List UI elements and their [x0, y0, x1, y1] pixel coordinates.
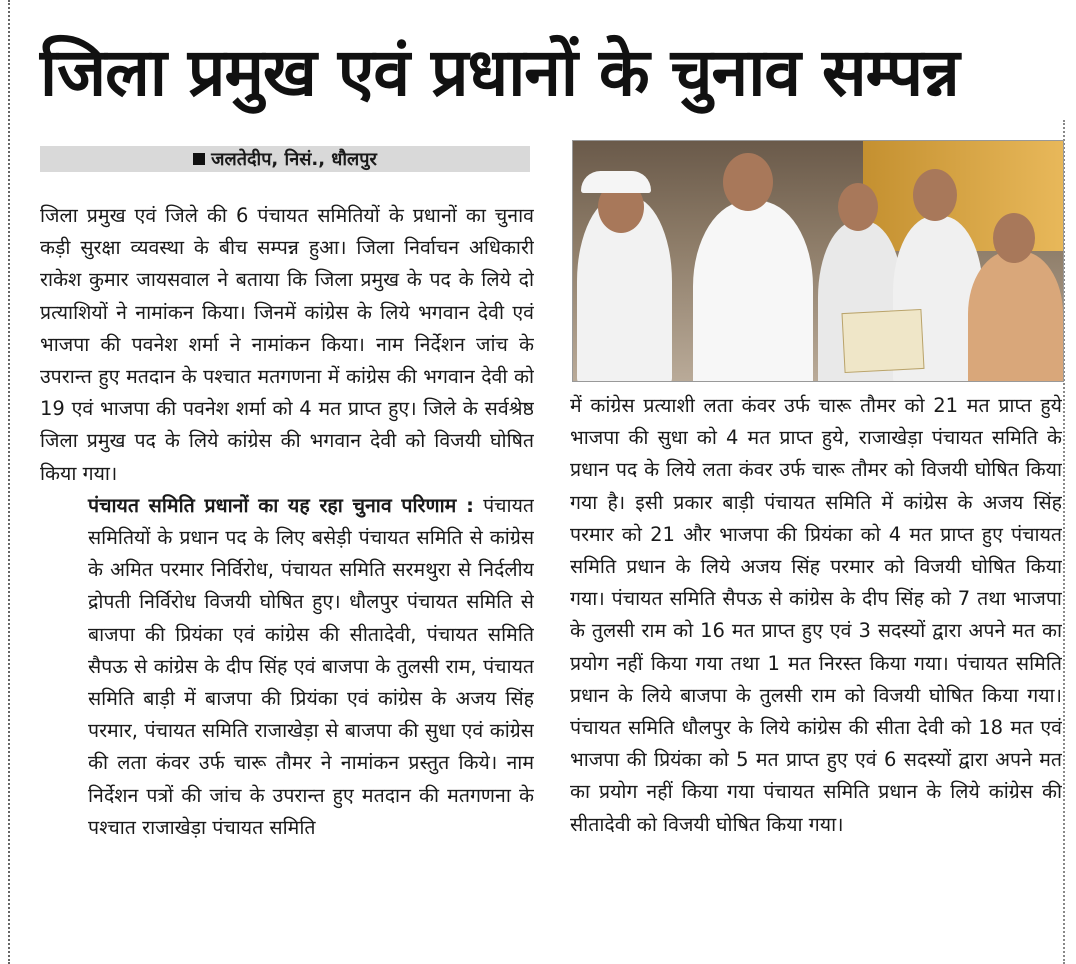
photo-certificate — [841, 309, 924, 373]
byline — [40, 146, 530, 172]
photo-person-head — [723, 153, 773, 211]
article-right-column — [570, 390, 1062, 964]
article-subsection — [40, 490, 534, 844]
photo-cap — [581, 171, 651, 193]
byline-text: जलतेदीप, निसं., धौलपुर — [211, 149, 377, 170]
article-subhead: पंचायत समिति प्रधानों का यह रहा चुनाव परिणाम : — [88, 493, 474, 517]
article-left-column — [40, 200, 534, 964]
photo-person-head — [838, 183, 878, 231]
news-photo — [572, 140, 1064, 382]
photo-person-head — [993, 213, 1035, 263]
column-rule-left — [8, 0, 10, 964]
photo-person — [693, 201, 813, 382]
headline: जिला प्रमुख एवं प्रधानों के चुनाव सम्पन्न — [40, 34, 959, 111]
photo-person-head — [913, 169, 957, 221]
article-paragraph: में कांग्रेस प्रत्याशी लता कंवर उर्फ चारू तौमर को 21 मत प्राप्त हुये भाजपा की सुधा को 4 मत प्राप्त हुये, राजाखेड़ा पंचायत समिति के प्रधान पद के लिये लता कंवर उर्फ चारू तौमर को विजयी घोषित किया गया है। इसी प्रकार बाड़ी पंचायत समिति में कांग्रेस के अजय सिंह परमार को 21 और भाजपा की प्रियंका को 4 मत प्राप्त हुए पंचायत समिति प्रधान के लिये अजय सिंह परमार को विजयी घोषित किया गया। पंचायत समिति सैपऊ से कांग्रेस के दीप सिंह को 7 तथा भाजपा के तुलसी राम को 16 मत प्राप्त हुए एवं 3 सदस्यों द्वारा अपने मत का प्रयोग नहीं किया गया तथा 1 मत निरस्त किया गया। पंचायत समिति प्रधान के लिये बाजपा के तुलसी राम को विजयी घोषित किया गया। पंचायत समिति धौलपुर के लिये कांग्रेस की सीता देवी को 18 मत एवं भाजपा की प्रियंका को 5 मत प्राप्त हुए एवं 6 सदस्यों द्वारा अपने मत का प्रयोग नहीं किया गया पंचायत समिति प्रधान के लिये कांग्रेस की सीतादेवी को विजयी घोषित किया गया। — [570, 394, 1062, 836]
article-paragraph: पंचायत समितियों के प्रधान पद के लिए बसेड़ी पंचायत समिति से कांग्रेस के अमित परमार निर्विरोध, पंचायत समिति सरमथुरा से निर्दलीय द्रोपती निर्विरोध विजयी घोषित हुए। धौलपुर पंचायत समिति से बाजपा की प्रियंका एवं कांग्रेस की सीतादेवी, पंचायत समिति सैपऊ से कांग्रेस के दीप सिंह एवं बाजपा के तुलसी राम, पंचायत समिति बाड़ी में बाजपा की प्रियंका एवं कांग्रेस के अजय सिंह परमार, पंचायत समिति राजाखेड़ा से बाजपा की सुधा एवं कांग्रेस की लता कंवर उर्फ चारू तौमर ने नामांकन प्रस्तुत किये। नाम निर्देशन पत्रों की जांच के उपरान्त हुए मतदान की मतगणना के पश्चात राजाखेड़ा पंचायत समिति — [88, 493, 534, 839]
photo-person — [968, 251, 1063, 382]
square-bullet-icon — [193, 153, 205, 165]
article-paragraph: जिला प्रमुख एवं जिले की 6 पंचायत समितियों के प्रधानों का चुनाव कड़ी सुरक्षा व्यवस्था के बीच सम्पन्न हुआ। जिला निर्वाचन अधिकारी राकेश कुमार जायसवाल ने बताया कि जिला प्रमुख के पद के लिये दो प्रत्याशियों ने नामांकन किया। जिनमें कांग्रेस के लिये भगवान देवी एवं भाजपा की पवनेश शर्मा ने नामांकन किया। नाम निर्देशन जांच के उपरान्त हुए मतदान के पश्चात मतगणना में कांग्रेस की भगवान देवी को 19 एवं भाजपा की पवनेश शर्मा को 4 मत प्राप्त हुए। जिले के सर्वश्रेष्ठ जिला प्रमुख पद के लिये कांग्रेस की भगवान देवी को विजयी घोषित किया गया। — [40, 204, 534, 485]
